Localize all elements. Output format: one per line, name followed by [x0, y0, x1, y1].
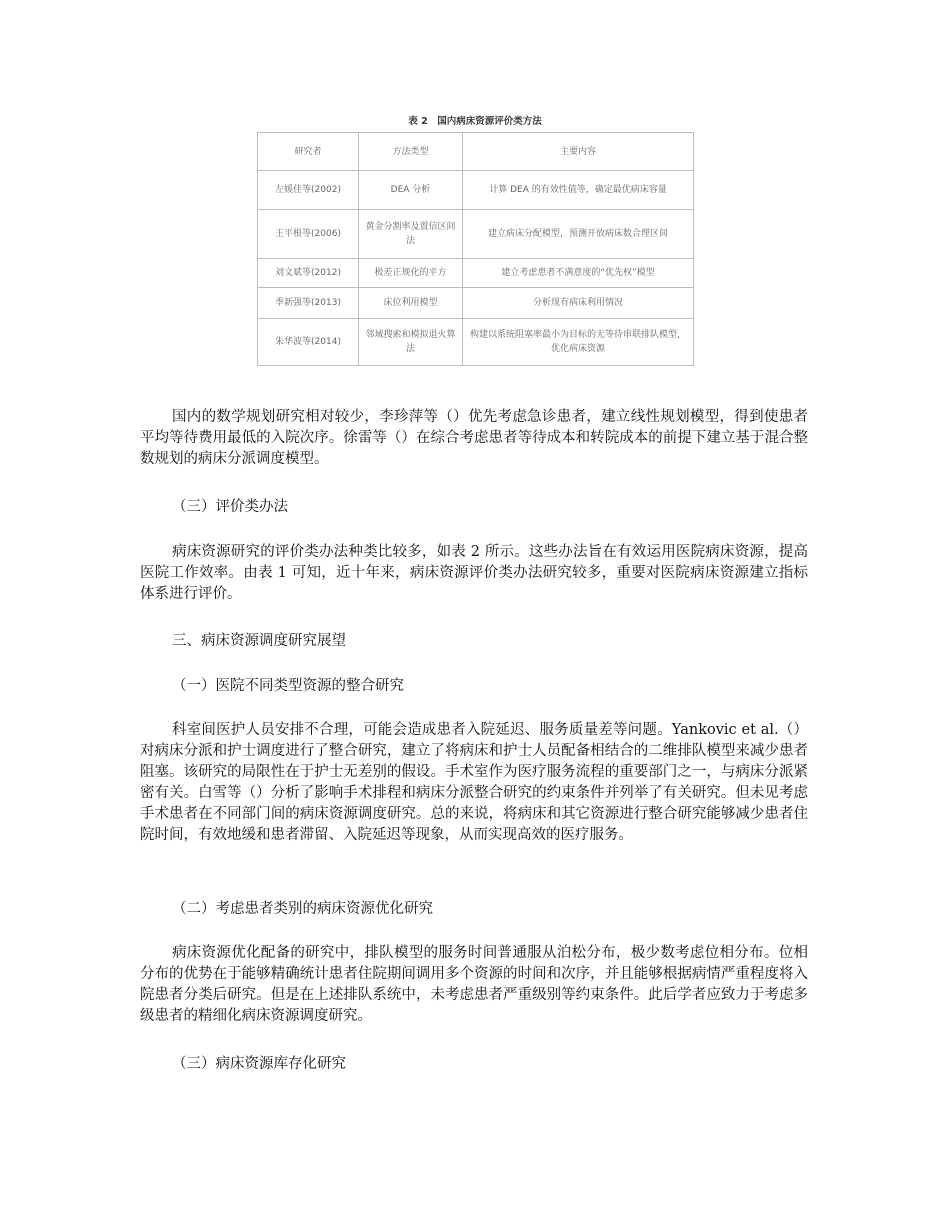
- cell-method-type: 黄金分割率及置信区间法: [359, 210, 463, 259]
- cell-main-content: 建立考虑患者不满意度的“优先权”模型: [463, 259, 694, 288]
- cell-method-type: 床位利用模型: [359, 288, 463, 319]
- heading-patient-category: （二）考虑患者类别的病床资源优化研究: [172, 901, 433, 917]
- cell-main-content: 建立病床分配模型，预测开放病床数合理区间: [463, 210, 694, 259]
- cell-researcher: 刘文斌等(2012): [258, 259, 359, 288]
- header-main-content: 主要内容: [463, 133, 694, 171]
- table-row: [258, 171, 694, 210]
- table-row: [258, 259, 694, 288]
- table-row: [258, 319, 694, 366]
- paragraph-resource-integration: 科室间医护人员安排不合理，可能会造成患者入院延迟、服务质量差等问题。Yankovic et al.（）对病床分派和护士调度进行了整合研究，建立了将病床和护士人员配备相结合的二维排队模型来减少患者阻塞。该研究的局限性在于护士无差别的假设。手术室作为医疗服务流程的重要部门之一，与病床分派紧密有关。白雪等（）分析了影响手术排程和病床分派整合研究的约束条件并列举了有关研究。但未见考虑手术患者在不同部门间的病床资源调度研究。总的来说，将病床和其它资源进行整合研究能够减少患者住院时间，有效地缓和患者滞留、入院延迟等现象，从而实现高效的医疗服务。: [140, 722, 808, 843]
- table-figure: [257, 114, 693, 366]
- heading-evaluation-methods: （三）评价类办法: [172, 499, 288, 515]
- table-caption: 表 2 国内病床资源评价类方法: [408, 116, 542, 127]
- cell-method-type: 极差正规化的平方: [359, 259, 463, 288]
- table-row: [258, 210, 694, 259]
- heading-resource-integration: （一）医院不同类型资源的整合研究: [172, 678, 404, 694]
- cell-main-content: 计算 DEA 的有效性值等，确定最优病床容量: [463, 171, 694, 210]
- cell-researcher: 王平根等(2006): [258, 210, 359, 259]
- paragraph-patient-category: 病床资源优化配备的研究中，排队模型的服务时间普通服从泊松分布，极少数考虑位相分布。位相分布的优势在于能够精确统计患者住院期间调用多个资源的时间和次序，并且能够根据病情严重程度将入院患者分类后研究。但是在上述排队系统中，未考虑患者严重级别等约束条件。此后学者应致力于考虑多级患者的精细化病床资源调度研究。: [140, 945, 808, 1024]
- table-row: [258, 288, 694, 319]
- paragraph-math-programming: 国内的数学规划研究相对较少，李珍萍等（）优先考虑急诊患者，建立线性规划模型，得到使患者平均等待费用最低的入院次序。徐雷等（）在综合考虑患者等待成本和转院成本的前提下建立基于混合整数规划的病床分派调度模型。: [140, 409, 808, 467]
- cell-researcher: 季新强等(2013): [258, 288, 359, 319]
- heading-research-outlook: 三、病床资源调度研究展望: [172, 633, 346, 649]
- heading-bed-inventory: （三）病床资源库存化研究: [172, 1056, 346, 1072]
- cell-researcher: 朱华波等(2014): [258, 319, 359, 366]
- cell-main-content: 构建以系统阻塞率最小为目标的无等待串联排队模型，优化病床资源: [463, 319, 694, 366]
- evaluation-methods-table: [257, 132, 694, 366]
- paragraph-evaluation-methods: 病床资源研究的评价类办法种类比较多，如表 2 所示。这些办法旨在有效运用医院病床资源，提高医院工作效率。由表 1 可知，近十年来，病床资源评价类办法研究较多，重要对医院病床资源建立指标体系进行评价。: [140, 544, 808, 602]
- cell-method-type: 邻域搜索和模拟退火算法: [359, 319, 463, 366]
- header-method-type: 方法类型: [359, 133, 463, 171]
- cell-main-content: 分析现有病床利用情况: [463, 288, 694, 319]
- table-header-row: [258, 133, 694, 171]
- cell-method-type: DEA 分析: [359, 171, 463, 210]
- header-researcher: 研究者: [258, 133, 359, 171]
- cell-researcher: 左媛佳等(2002): [258, 171, 359, 210]
